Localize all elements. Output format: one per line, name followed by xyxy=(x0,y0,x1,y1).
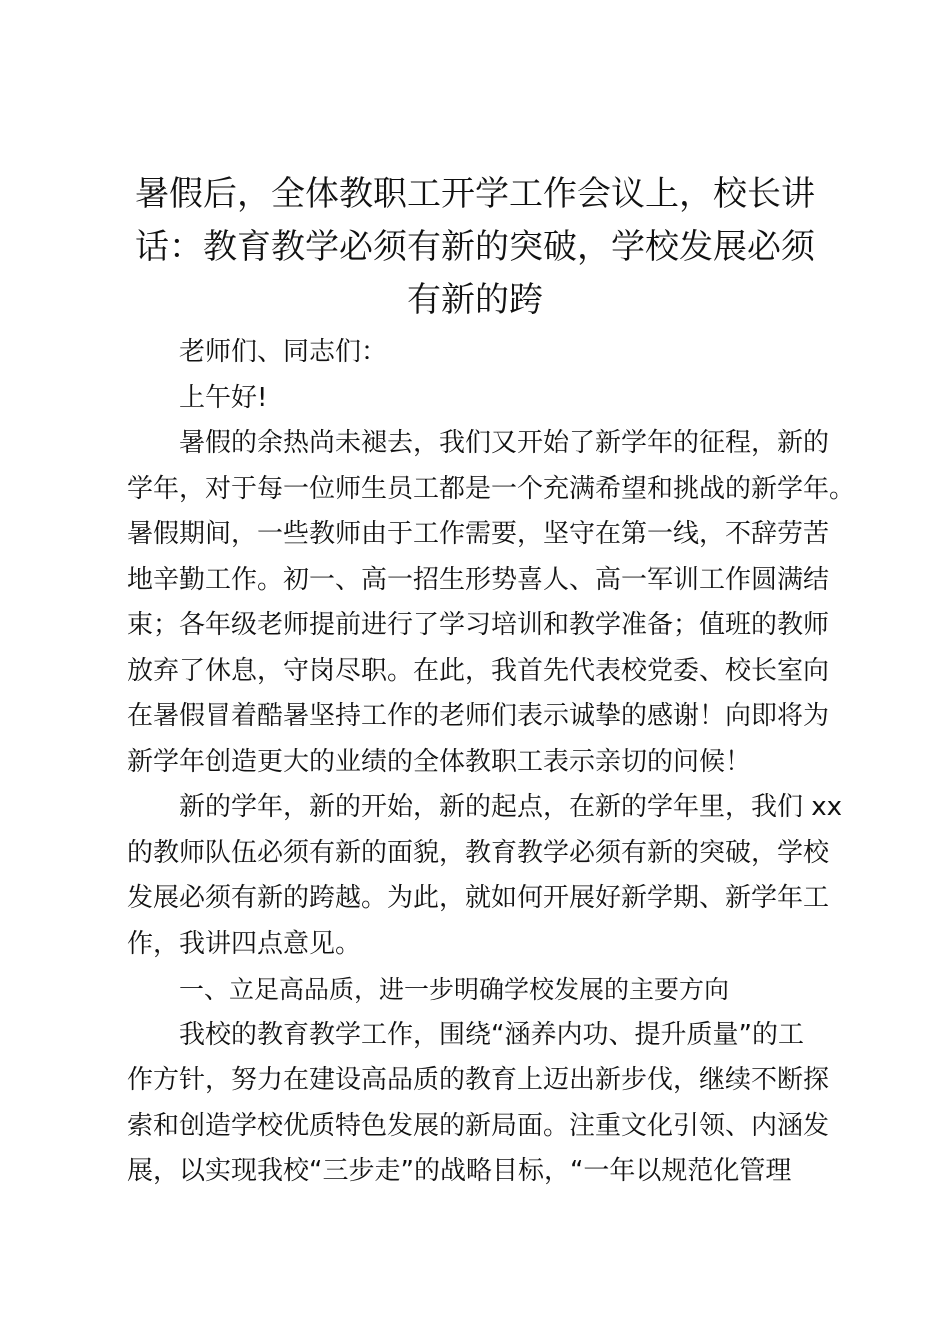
salutation: 上午好! xyxy=(179,382,268,413)
title-line: 话：教育教学必须有新的突破，学校发展必须 xyxy=(135,227,815,267)
paragraph-line: 在暑假冒着酷暑坚持工作的老师们表示诚挚的感谢！向即将为 xyxy=(127,701,830,731)
title-line: 有新的跨 xyxy=(407,280,543,320)
title-line: 暑假后，全体教职工开学工作会议上，校长讲 xyxy=(135,174,815,214)
paragraph-line: 作，我讲四点意见。 xyxy=(127,928,362,959)
paragraph-line: 的教师队伍必须有新的面貌，教育教学必须有新的突破，学校 xyxy=(127,837,830,868)
paragraph-line: 索和创造学校优质特色发展的新局面。注重文化引领、内涵发 xyxy=(127,1110,830,1141)
section-heading: 一、立足高品质，进一步明确学校发展的主要方向 xyxy=(179,975,730,1004)
paragraph-line: 暑假期间，一些教师由于工作需要，坚守在第一线，不辞劳苦 xyxy=(127,519,830,549)
paragraph-line: 新学年创造更大的业绩的全体教职工表示亲切的问候！ xyxy=(127,746,752,777)
paragraph-line: 地辛勤工作。初一、高一招生形势喜人、高一军训工作圆满结 xyxy=(127,564,830,595)
paragraph-line: 展，以实现我校“三步走”的战略目标，“一年以规范化管理 xyxy=(127,1156,792,1186)
paragraph-line: 我校的教育教学工作，围绕“涵养内功、提升质量”的工 xyxy=(179,1019,804,1050)
document-body xyxy=(127,330,856,1195)
greeting: 老师们、同志们： xyxy=(179,337,388,367)
paragraph-line: 放弃了休息，守岗尽职。在此，我首先代表校党委、校长室向 xyxy=(127,655,830,686)
paragraph-3 xyxy=(127,1013,837,1195)
paragraph-line: 束；各年级老师提前进行了学习培训和教学准备；值班的教师 xyxy=(127,610,830,640)
paragraph-1 xyxy=(127,421,856,785)
paragraph-line: 作方针，努力在建设高品质的教育上迈出新步伐，继续不断探 xyxy=(127,1065,830,1095)
paragraph-line: 学年，对于每一位师生员工都是一个充满希望和挑战的新学年。 xyxy=(127,473,856,504)
paragraph-line: 新的学年，新的开始，新的起点，在新的学年里，我们 xx xyxy=(179,792,843,822)
document-title xyxy=(118,168,832,327)
paragraph-2 xyxy=(127,785,843,967)
paragraph-line: 暑假的余热尚未褪去，我们又开始了新学年的征程，新的 xyxy=(179,428,830,458)
paragraph-line: 发展必须有新的跨越。为此，就如何开展好新学期、新学年工 xyxy=(127,883,830,913)
